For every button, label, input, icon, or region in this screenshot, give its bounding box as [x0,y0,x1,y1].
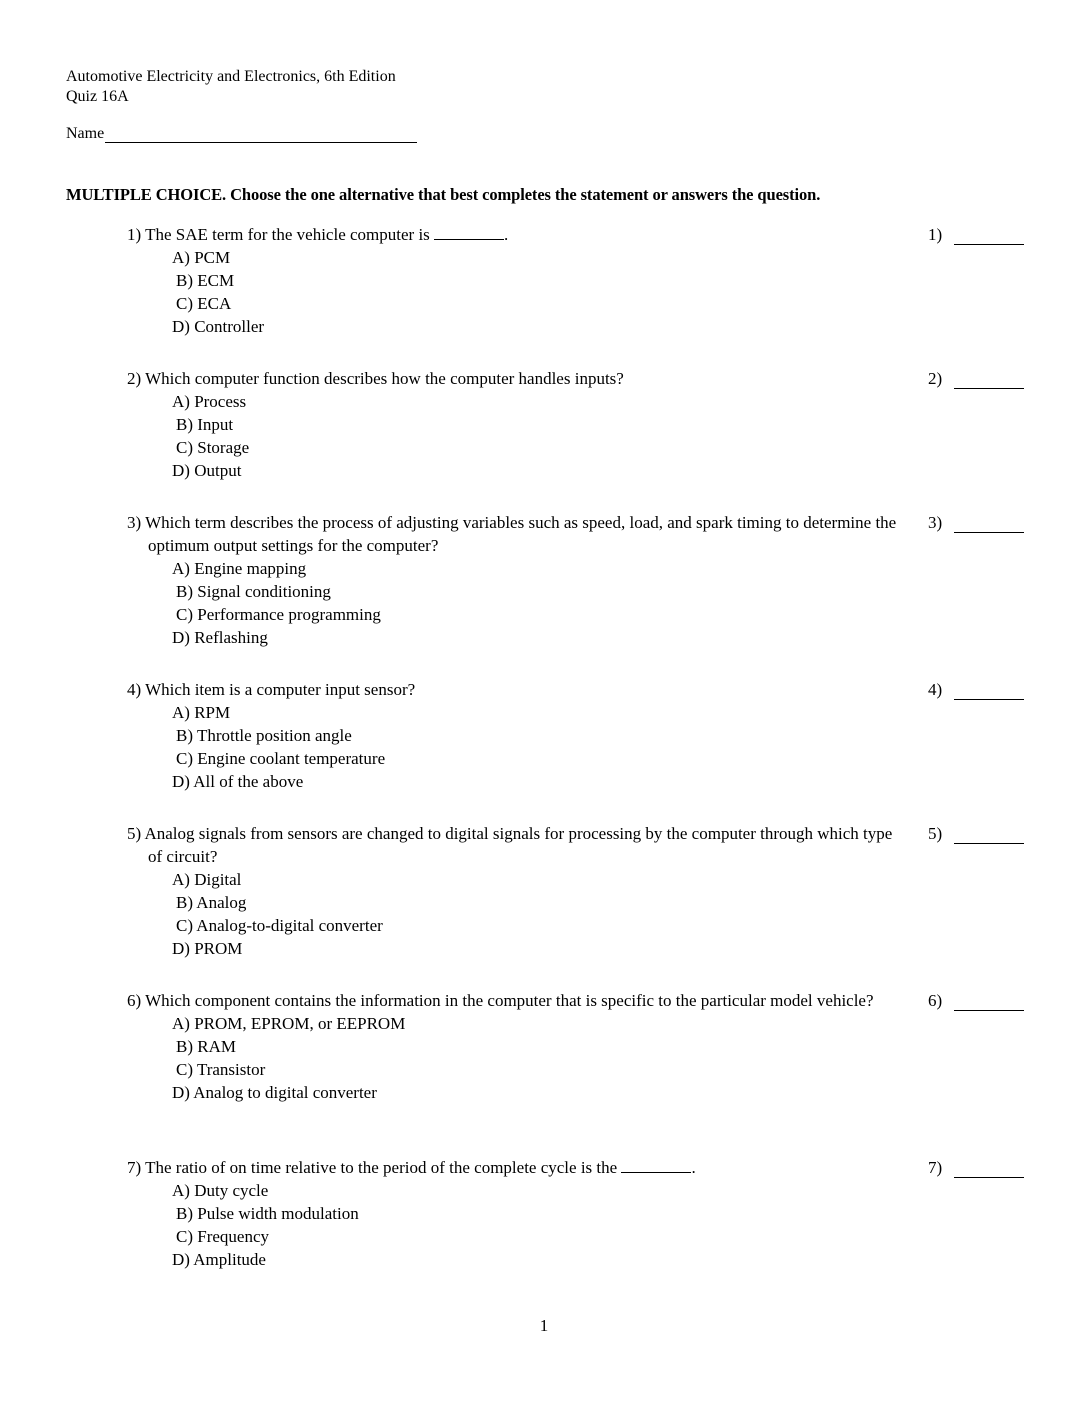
fill-blank [621,1158,691,1173]
question-stem: 6) Which component contains the information in the computer that is specific to the particular model vehicle? [127,991,874,1010]
question-5 [127,822,907,960]
option-d[interactable]: D) Reflashing [172,628,268,647]
option-a[interactable]: A) Duty cycle [172,1181,269,1200]
option-a[interactable]: A) Process [172,392,247,411]
answer-line[interactable] [954,1163,1024,1178]
instructions: MULTIPLE CHOICE. Choose the one alternative that best completes the statement or answers the question. [66,185,821,204]
option-b[interactable]: B) Input [176,415,234,434]
question-1 [127,223,907,338]
option-a[interactable]: A) PCM [172,248,231,267]
option-b[interactable]: B) ECM [176,271,235,290]
option-c[interactable]: C) ECA [176,294,232,313]
option-d[interactable]: D) PROM [172,939,243,958]
option-b[interactable]: B) Pulse width modulation [176,1204,359,1223]
name-line[interactable] [105,126,417,143]
answer-line[interactable] [954,374,1024,389]
name-field[interactable] [66,125,417,143]
question-stem: 4) Which item is a computer input sensor? [127,680,416,699]
option-a[interactable]: A) Engine mapping [172,559,307,578]
question-2 [127,367,907,482]
option-a[interactable]: A) RPM [172,703,231,722]
name-label: Name [66,125,105,142]
question-stem: 2) Which computer function describes how the computer handles inputs? [127,369,624,388]
option-b[interactable]: B) RAM [176,1037,236,1056]
answer-line[interactable] [954,230,1024,245]
question-stem: 3) Which term describes the process of adjusting variables such as speed, load, and spark timing to determine the optimum output settings for the computer? [127,513,897,555]
answer-slot-1[interactable]: 1) [928,225,1024,245]
option-d[interactable]: D) Output [172,461,242,480]
option-b[interactable]: B) Analog [176,893,247,912]
answer-slot-2[interactable]: 2) [928,369,1024,389]
question-6 [127,989,907,1104]
answer-slot-4[interactable]: 4) [928,680,1024,700]
option-d[interactable]: D) Controller [172,317,265,336]
option-c[interactable]: C) Transistor [176,1060,266,1079]
question-stem: 7) The ratio of on time relative to the period of the complete cycle is the . [127,1158,696,1177]
option-c[interactable]: C) Engine coolant temperature [176,749,386,768]
option-c[interactable]: C) Performance programming [176,605,381,624]
question-7 [127,1156,907,1271]
option-b[interactable]: B) Signal conditioning [176,582,331,601]
question-stem: 1) The SAE term for the vehicle computer is . [127,225,509,244]
answer-line[interactable] [954,685,1024,700]
answer-slot-5[interactable]: 5) [928,824,1024,844]
option-d[interactable]: D) Analog to digital converter [172,1083,377,1102]
book-title: Automotive Electricity and Electronics, 6th Edition [66,68,396,85]
option-c[interactable]: C) Storage [176,438,250,457]
option-d[interactable]: D) All of the above [172,772,304,791]
answer-line[interactable] [954,996,1024,1011]
answer-slot-6[interactable]: 6) [928,991,1024,1011]
answer-line[interactable] [954,518,1024,533]
answer-line[interactable] [954,829,1024,844]
question-4 [127,678,907,793]
fill-blank [434,225,504,240]
quiz-title: Quiz 16A [66,88,129,105]
option-a[interactable]: A) Digital [172,870,242,889]
option-c[interactable]: C) Analog-to-digital converter [176,916,383,935]
page-number: 1 [539,1316,549,1335]
option-c[interactable]: C) Frequency [176,1227,270,1246]
option-b[interactable]: B) Throttle position angle [176,726,352,745]
option-d[interactable]: D) Amplitude [172,1250,266,1269]
question-3 [127,511,907,649]
answer-slot-3[interactable]: 3) [928,513,1024,533]
answer-slot-7[interactable]: 7) [928,1158,1024,1178]
question-stem: 5) Analog signals from sensors are changed to digital signals for processing by the computer through which type of circuit? [127,824,893,866]
option-a[interactable]: A) PROM, EPROM, or EEPROM [172,1014,406,1033]
